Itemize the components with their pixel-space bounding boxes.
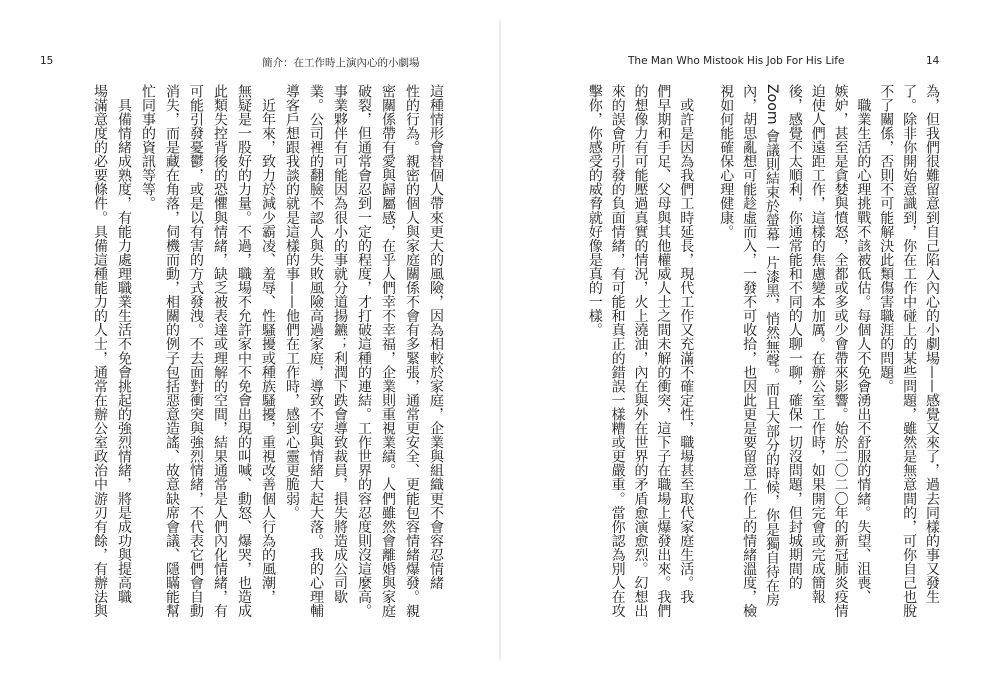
paragraph-gap [700,84,717,640]
text-column: 密關係帶有愛與歸屬感，在乎人們幸不幸福，企業則重視業績。人們雖然會離婚與家庭 [380,84,396,618]
text-column: 性的行為。親密的個人與家庭關係不會有多緊張，通常更安全、更能包容情緒爆發。親 [404,84,420,618]
text-column: 職業生活的心理挑戰不該被低估。每個人不免會湧出不舒服的情緒。失望、沮喪、 [855,84,872,604]
text-column: 忙同事的資訊等等。 [140,84,156,211]
left-running-head: 簡介：在工作時上演內心的小劇場 [262,57,420,69]
text-column: 場滿意度的必要條件。具備這種能力的人士，通常在辦公室政治中游刃有餘，有辦法與 [92,84,108,618]
text-column: 們早期和手足、父母與其他權威人士之間未解的衝突，這下子在職場上爆發出來。我們 [655,84,672,618]
text-column: 導客戶想跟我談的就是這樣的事——他們在工作時，感到心靈更脆弱。 [284,84,300,520]
page-gutter [499,20,501,660]
text-column: 不了關係，否則不可能解決此類傷害職涯的問題。 [878,84,895,394]
text-column: 這種情形會替個人帶來更大的風險，因為相較於家庭，企業與組織更不會容忍情緒 [428,84,444,590]
right-page-body [586,84,946,644]
text-column: 內，胡思亂想可能趁虛而入，一發不可收拾，也因此更是要留意工作上的情緒溫度，檢 [741,84,758,618]
text-column: 此類失控背後的恐懼與情緒，缺乏被表達或理解的空間，結果通常是人們內化情緒，有 [212,84,228,618]
text-column: 擊你，你感受的威脅就好像是真的一樣。 [586,84,603,337]
text-column: 無疑是一股好的力量。不過，職場不允許家中不免會出現的叫喊、動怒、爆哭，也造成 [236,84,252,618]
text-column: 視如何能確保心理健康。 [718,84,735,239]
text-column: 破裂，但通常會忍到一定的程度，才打破這種的連結。工作世界的容忍度則沒這麼高。 [356,84,372,618]
text-column: 的想像力有可能壓過真實的情況，火上澆油，內在與外在世界的矛盾愈演愈烈。幻想出 [632,84,649,618]
left-page-body [90,84,450,644]
text-column: 消失，而是藏在角落，伺機而動，相關的例子包括惡意造謠、故意缺席會議、隱瞞能幫 [164,84,180,618]
text-column: 為，但我們很難留意到自己陷入內心的小劇場——感覺又來了，過去同樣的事又發生 [924,84,940,604]
text-column: 業。公司裡的翻臉不認人與失敗風險高過家庭，導致不安與情緒大起大落。我的心理輔 [308,84,324,618]
right-page-number: 14 [926,55,940,67]
text-column: Zoom 會議則結束於螢幕一片漆黑，悄然無聲。而且大部分的時候，你是獨自待在房 [763,84,780,607]
text-column: 近年來，致力於減少霸凌、羞辱、性騷擾或種族騷擾，重視改善個人行為的風潮， [260,84,276,604]
text-column: 事業夥伴有可能因為很小的事就分道揚鑣；利潤下跌會導致裁員，損失將造成公司歇 [332,84,348,604]
text-column: 或許是因為我們工時延長，現代工作又充滿不確定性，職場甚至取代家庭生活。我 [678,84,695,604]
text-column: 可能引發憂鬱，或是以有害的方式發洩。不去面對衝突與強烈情緒，不代表它們會自動 [188,84,204,618]
text-column: 嫉妒，甚至是貪婪與憤怒，全都或多或少會帶來影響。始於二〇二〇年的新冠肺炎疫情 [832,84,849,618]
left-page-number: 15 [40,55,54,67]
text-column: 來的誤會所引發的負面情緒，有可能和真正的錯誤一樣糟或更嚴重。當你認為別人在攻 [609,84,626,618]
text-column: 後，感覺不太順利，你通常能和不同的人聊一聊，確保一切沒問題，但封城期間的 [786,84,803,590]
text-column: 具備情緒成熟度，有能力處理職業生活不免會挑起的強烈情緒，將是成功與提高職 [116,84,132,604]
right-running-head: The Man Who Mistook His Job For His Life [628,55,845,67]
text-column: 迫使人們遠距工作，這樣的焦慮變本加厲。在辦公室工作時，如果開完會或完成簡報 [809,84,826,604]
text-column: 了。除非你開始意識到，你在工作中碰上的某些問題，雖然是無意間的，可你自己也脫 [901,84,918,618]
